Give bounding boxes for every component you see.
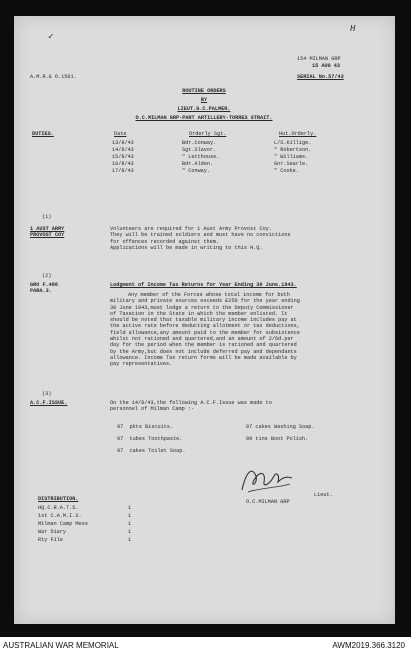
serial-number: SERIAL No.57/43 xyxy=(297,74,344,80)
duty-row-hut: Gnr.Searle. xyxy=(274,161,309,167)
duty-row-date: 14/8/43 xyxy=(112,147,134,153)
archive-footer xyxy=(0,639,411,653)
item2-heading: Lodgment of Income Tax Returns for Year Ending 30 June.1943. xyxy=(110,282,297,288)
duty-row-sgt: Bdr.Alden. xyxy=(182,161,214,167)
issue-item: 99 tins Boot Polish. xyxy=(246,436,309,442)
item1-number: (1) xyxy=(42,214,52,220)
issue-item: 97 cakes Toilet Soap. xyxy=(117,448,186,454)
item2-number: (2) xyxy=(42,273,52,279)
distribution-count: 1 xyxy=(128,505,132,511)
item1-text: Volunteers are required for 1 Aust Army Provost Coy. They will be trained soldiers and must have no convictions for offences recorded against them. Applications will be made in writing to this H.Q. xyxy=(110,226,291,251)
duty-row-date: 15/8/43 xyxy=(112,154,134,160)
item1-label: 1 AUST ARMY PROVOST COY xyxy=(30,226,65,239)
duty-row-hut: " Robertson. xyxy=(274,147,312,153)
corner-mark: H xyxy=(350,24,356,34)
distribution-count: 1 xyxy=(128,537,132,543)
title-routine-orders: ROUTINE ORDERS xyxy=(182,88,226,94)
duty-row-hut: L/S.Killige. xyxy=(274,140,312,146)
document-page xyxy=(14,16,395,624)
distribution-count: 1 xyxy=(128,521,132,527)
duties-col-hut: Hut.Orderly. xyxy=(279,131,317,137)
duty-row-hut: " Cooke. xyxy=(274,168,299,174)
duties-label: DUTIES. xyxy=(32,131,54,137)
duty-row-sgt: Sgt.Slavor. xyxy=(182,147,217,153)
duty-row-date: 13/8/43 xyxy=(112,140,134,146)
duty-row-hut: " Williams. xyxy=(274,154,309,160)
item3-text: On the 14/8/43,the following A.C.F.Issue was made to personnel of Milman Camp :- xyxy=(110,400,272,413)
issue-item: 97 tubes Toothpaste. xyxy=(117,436,183,442)
corner-tick: ✓ xyxy=(48,32,54,42)
distribution-count: 1 xyxy=(128,513,132,519)
distribution-count: 1 xyxy=(128,529,132,535)
issue-item: 97 pkts Biscuits. xyxy=(117,424,174,430)
distribution-name: War Diary xyxy=(38,529,67,535)
duties-col-sgt: Orderly Sgt. xyxy=(189,131,227,137)
signature-rank: Lieut. xyxy=(314,492,333,498)
duties-col-date: Date xyxy=(114,131,127,137)
distribution-name: 1st C.A.M.I.S. xyxy=(38,513,82,519)
header-date: 15 AUG 43 xyxy=(312,63,341,69)
issue-item: 97 cakes Washing Soap. xyxy=(246,424,315,430)
duty-row-sgt: " Conway. xyxy=(182,168,211,174)
signature-unit: O.C.MILMAN GRP xyxy=(246,499,290,505)
duty-row-date: 17/8/43 xyxy=(112,168,134,174)
footer-institution: AUSTRALIAN WAR MEMORIAL xyxy=(3,641,119,650)
footer-accession: AWM2019.366.3120 xyxy=(332,641,405,650)
header-group: 154 MILMAN GRP xyxy=(297,56,341,62)
distribution-name: Rty File xyxy=(38,537,63,543)
distribution-heading: DISTRIBUTION. xyxy=(38,496,79,502)
item3-number: (3) xyxy=(42,391,52,397)
duty-row-sgt: Bdr.Conway. xyxy=(182,140,217,146)
item3-label: A.C.F.ISSUE. xyxy=(30,400,68,406)
distribution-name: Milman Camp Mess xyxy=(38,521,88,527)
title-by: BY xyxy=(200,97,208,103)
duty-row-date: 16/8/43 xyxy=(112,161,134,167)
routine-code: A.M.R.& O.1501. xyxy=(30,74,77,80)
title-officer: LIEUT.G.C.PALMER. xyxy=(177,106,231,112)
item2-text: Any member of the Forces whose total income for both military and private sources exceeds £250 for the year ending 30 June 1943,must lodge a return to the Deputy Commissioner of Taxation in the State in which the member enlisted. It should be noted that taxable military income includes pay at the active rate before deducting allotment or tax deductions, field allowance,any amount paid to the member for subsistence whilst not rationed and quartered,and an amount of 2/6d.per day for the period when the member is rationed and quartered by the Army,but does not include deferred pay and dependants allowance. Income Tax return forms will be made available by pay representatives. xyxy=(110,292,300,368)
item2-label: GRO F.486 PARA.3. xyxy=(30,282,59,295)
title-unit: O.C.MILMAN GRP-PART ARTILLERY-TORRES STRAIT. xyxy=(135,115,273,121)
duty-row-sgt: " Letthouse. xyxy=(182,154,220,160)
distribution-name: HQ.C.R.A.T.S. xyxy=(38,505,79,511)
signature-scribble xyxy=(236,462,296,498)
